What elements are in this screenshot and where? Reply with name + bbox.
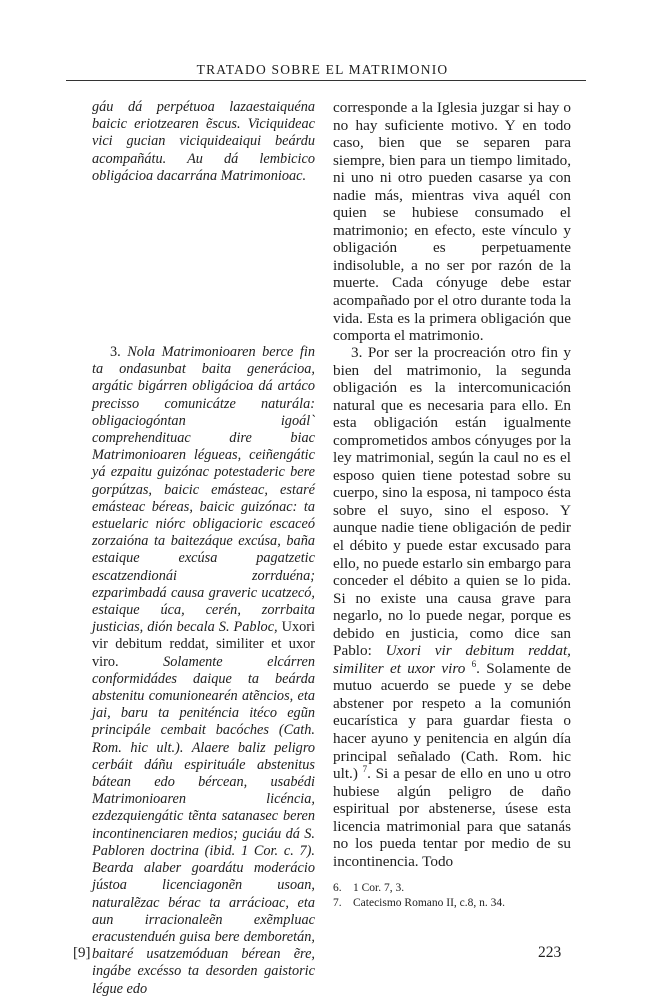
footnote-number: 6. (333, 882, 342, 894)
latin-quote: Uxori vir debitum reddat, similiter et uxor viro (333, 642, 571, 677)
paragraph-number: 3. (110, 344, 121, 360)
original-page-marker: [9] (73, 945, 91, 961)
footnote-number: 7. (333, 897, 342, 909)
left-column-paragraph-1 (92, 99, 315, 185)
right-column-paragraph-2 (333, 344, 571, 870)
basque-text-b: Solamente elcárren conformidádes daique ta beárda abstenitu comunionearén atẽncios, eta jai, baru ta peniténcia itéco egũn principále cembait bacóches (Cath. Rom. hic ult.). Alaere baliz peligro cerbáit dáñu espirituále abstenitus bátean edo bércean, usabédi Matrimonioaren licéncia, ezdezquiengátic tẽnta satanasec beren incontinenciaren medios; guciáu dá S. Pabloren doctrina (ibid. 1 Cor. c. 7). Bearda alaber goardátu moderácio jústoa licenciagonẽn usoan, naturalẽzac bérac ta arrácioac, eta aun irracionaleẽn exẽmpluac eracustenduén guisa bere demboretán, baitaré usatzemóduan bérean ẽre, ingábe excésso ta desorden gaistoric légue edo (92, 653, 315, 997)
spanish-text-b: . Solamente de mutuo acuerdo se puede y se debe abstener por respeto a la comunión eucarística y para guardar fiesta o hacer ayuno y penitencia en algún día principal señalado (Cath. Rom. hic ult.) (333, 659, 572, 783)
footnote-ref-7[interactable]: 7 (362, 764, 368, 775)
footnotes (333, 881, 571, 911)
footnote-text: Catecismo Romano II, c.8, n. 34. (353, 897, 506, 909)
running-header: TRATADO SOBRE EL MATRIMONIO (196, 62, 449, 77)
footnote-text: 1 Cor. 7, 3. (353, 882, 405, 894)
paragraph-number: 3. (351, 344, 363, 361)
spanish-text-a: Por ser la procreación otro fin y bien del matrimonio, la segunda obligación es la intercomunicación natural que es necesaria para ello. En esta obligación están igualmente comprometidos ambos cónyuges por la ley matrimonial, según la caul no es el esposo quien tiene potestad sobre su cuerpo, sino la esposa, ni tampoco ésta sobre el suyo, sino el esposo. Y aunque nadie tiene obligación de pedir el débito y puede estar excusado para ello, no puede estarlo sin embargo para conceder el débito a quien se lo pida. Si no existe una causa grave para negarlo, no lo puede negar, porque es debido en justicia, como dice san Pablo: (333, 344, 572, 660)
footnote-6 (333, 881, 571, 896)
page-number: 223 (538, 944, 562, 961)
spanish-paragraph-1: corresponde a la Iglesia juzgar si hay o no hay suficiente motivo. Y en todo caso, bien que se separen para siempre, bien para un tiempo limitado, ni uno ni otro pueden casarse ya con nadie más, mientras viva aquél con quien se hubiese consumado el matrimonio; en efecto, este vínculo y obligación es perpetuamente indisoluble, a no ser por razón de la muerte. Cada cónyuge debe estar acompañado por el otro durante toda la vida. Esta es la primera obligación que comporta el matrimonio. (333, 99, 571, 345)
basque-text-a: Nola Matrimonioaren berce fin ta ondasunbat baita generácioa, argátic bigárren obligácioa dá artáco precisso comunicátze naturála: obligaciogóntan igoál` comprehendituac dire biac Matrimonioaren légueas, ceiñengátic yá ezpaitu guizónac potestaderic bere gorpútzas, baicic emásteac, estaré emásteac béreas, baicic guizónac: ta estuelaric niórc obligacioric escaceó zorzaióna ta baitezáque excúsa, baña estaique excúsa pagatzetic escatzendionái zorrduéna; ezparimbadá causa graveric ucatzecó, estaique úca, cerén, zorrbaita justicias, dión becala S. Pabloc, (92, 344, 315, 636)
latin-quote: Uxori vir debitum reddat, similiter et uxor viro. (92, 619, 315, 670)
footnote-ref-6[interactable]: 6 (471, 658, 477, 669)
header-rule (66, 80, 586, 81)
basque-paragraph-1: gáu dá perpétuoa lazaestaiquéna baicic eriotzearen ẽscus. Viciquideac vici gucian viciquideaiqui beárdu acompañátu. Au dá lembicico obligácioa dacarrána Matrimonioac. (92, 99, 315, 184)
spanish-text-c: . Si a pesar de ello en uno u otro hubiese algún peligro de daño espiritual por abstenerse, úsese esta licencia matrimonial para que satanás no los pueda tentar por medio de su incontinencia. Todo (333, 765, 572, 870)
left-column-paragraph-2 (92, 344, 315, 998)
basque-paragraph-2 (92, 344, 315, 998)
footnote-7 (333, 896, 571, 911)
spanish-paragraph-2 (333, 344, 571, 870)
right-column-paragraph-1 (333, 99, 571, 345)
